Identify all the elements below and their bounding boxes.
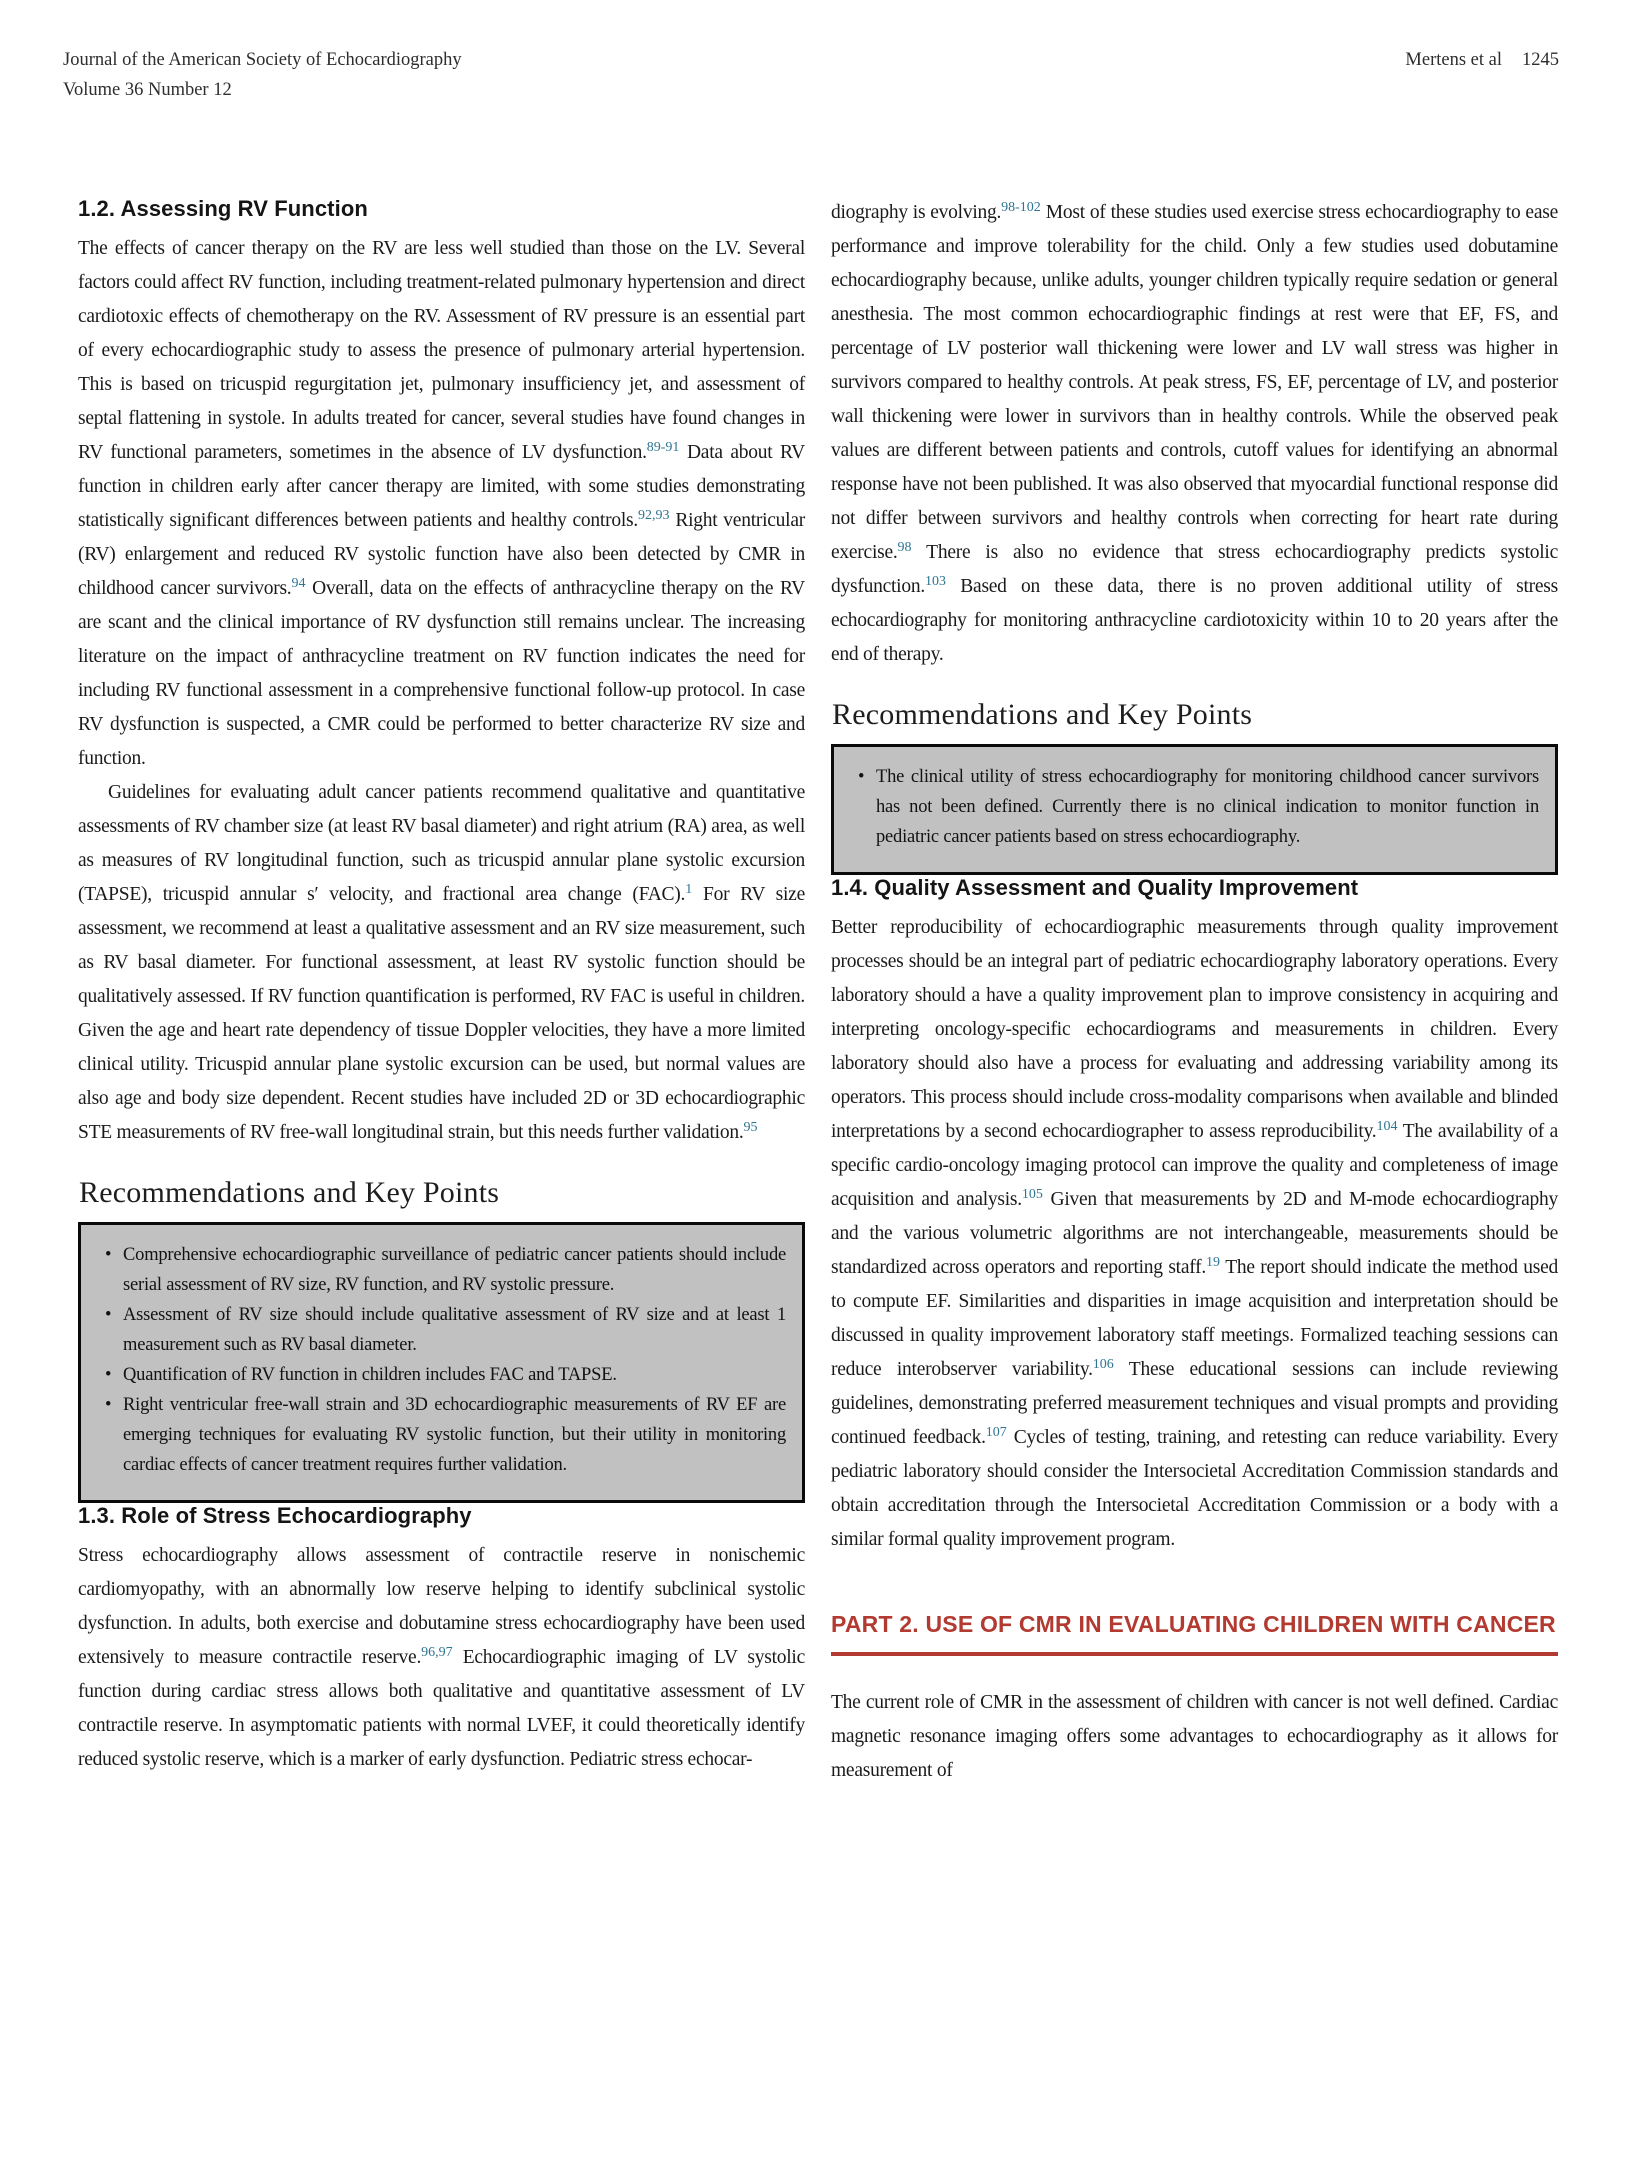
journal-volume: Volume 36 Number 12 — [63, 79, 232, 100]
journal-title: Journal of the American Society of Echocardiography — [63, 50, 462, 70]
page-reference — [1405, 46, 1559, 76]
page-number: 1245 — [1522, 50, 1559, 70]
right-column — [831, 196, 1558, 1788]
section-1-4-paragraph-1: Better reproducibility of echocardiographic measurements through quality improvement processes should be an integral part of pediatric echocardiography laboratory operations. Every laboratory should a have a quality improvement plan to improve consistency in acquiring and interpreting oncology-specific echocardiograms and measurements in children. Every laboratory should also have a process for evaluating and addressing variability among its operators. This process should include cross-modality comparisons when available and blinded interpretations by a second echocardiographer to assess reproducibility.$^{104}$ The availability of a specific cardio-oncology imaging protocol can improve the quality and completeness of image acquisition and analysis.$^{105}$ Given that measurements by 2D and M-mode echocardiography and the various volumetric algorithms are not interchangeable, measurements should be standardized across operators and reporting staff.$^{19}$ The report should indicate the method used to compute EF. Similarities and disparities in image acquisition and interpretation should be discussed in quality improvement laboratory staff meetings. Formalized teaching sessions can reduce interobserver variability.$^{106}$ These educational sessions can include reviewing guidelines, demonstrating preferred measurement techniques and visual prompts and providing continued feedback.$^{107}$ Cycles of testing, training, and retesting can reduce variability. Every pediatric laboratory should consider the Intersocietal Accreditation Commission standards and obtain accreditation through the Intersocietal Accreditation Commission or a body with a similar formal quality improvement program. — [831, 917, 1558, 1550]
citation-ref[interactable]: 19 — [1206, 1255, 1221, 1270]
page-header — [63, 46, 1559, 106]
section-1-3-paragraph-1: Stress echocardiography allows assessment of contractile reserve in nonischemic cardiomyopathy, with an abnormally low reserve helping to identify subclinical systolic dysfunction. In adults, both exercise and dobutamine stress echocardiography have been used extensively to measure contractile reserve.$^{96,97}$ Echocardiographic imaging of LV systolic function during cardiac stress allows both qualitative and quantitative assessment of LV contractile reserve. In asymptomatic patients with normal LVEF, it could theoretically identify reduced systolic reserve, which is a marker of early dysfunction. Pediatric stress echocar- — [78, 1545, 805, 1770]
citation-ref[interactable]: 92,93 — [637, 508, 670, 523]
recommendations-heading-1: Recommendations and Key Points — [79, 1176, 500, 1209]
part-2-rule — [831, 1652, 1558, 1656]
citation-ref[interactable]: 103 — [924, 574, 946, 589]
citation-ref[interactable]: 98 — [897, 540, 912, 555]
citation-ref[interactable]: 89-91 — [646, 440, 680, 455]
key-points-box-2 — [831, 744, 1558, 875]
part-2-paragraph-1: The current role of CMR in the assessment of children with cancer is not well defined. Cardiac magnetic resonance imaging offers some advantages to echocardiography as it allows for measurement of — [831, 1692, 1558, 1781]
citation-ref[interactable]: 105 — [1021, 1187, 1043, 1202]
key-points-list-1 — [93, 1240, 786, 1480]
key-point-item: • Comprehensive echocardiographic surveillance of pediatric cancer patients should include serial assessment of RV size, RV function, and RV systolic pressure. — [93, 1240, 786, 1300]
citation-ref[interactable]: 106 — [1092, 1357, 1114, 1372]
section-1-2-paragraph-1: The effects of cancer therapy on the RV are less well studied than those on the LV. Several factors could affect RV function, including treatment-related pulmonary hypertension and direct cardiotoxic effects of chemotherapy on the RV. Assessment of RV pressure is an essential part of every echocardiographic study to assess the presence of pulmonary arterial hypertension. This is based on tricuspid regurgitation jet, pulmonary insufficiency jet, and assessment of septal flattening in systole. In adults treated for cancer, several studies have found changes in RV functional parameters, sometimes in the absence of LV dysfunction.$^{89-91}$ Data about RV function in children early after cancer therapy are limited, with some studies demonstrating statistically significant differences between patients and healthy controls.$^{92,93}$ Right ventricular (RV) enlargement and reduced RV systolic function have also been detected by CMR in childhood cancer survivors.$^{94}$ Overall, data on the effects of anthracycline therapy on the RV are scant and the clinical importance of RV dysfunction still remains unclear. The increasing literature on the impact of anthracycline treatment on RV function indicates the need for including RV functional assessment in a comprehensive functional follow-up protocol. In case RV dysfunction is suspected, a CMR could be performed to better characterize RV size and function. — [78, 238, 806, 769]
section-1-2-paragraph-2: Guidelines for evaluating adult cancer patients recommend qualitative and quantitative assessments of RV chamber size (at least RV basal diameter) and right atrium (RA) area, as well as measures of RV longitudinal function, such as tricuspid annular plane systolic excursion (TAPSE), tricuspid annular s′ velocity, and fractional area change (FAC).$^1$ For RV size assessment, we recommend at least a qualitative assessment and an RV size measurement, such as RV basal diameter. For functional assessment, at least RV systolic function should be qualitatively assessed. If RV function quantification is performed, RV FAC is useful in children. Given the age and heart rate dependency of tissue Doppler velocities, they have a more limited clinical utility. Tricuspid annular plane systolic excursion can be used, but normal values are also age and body size dependent. Recent studies have included 2D or 3D echocardiographic STE measurements of RV free-wall longitudinal strain, but this needs further validation.$^{95}$ — [78, 782, 805, 1143]
authors-ref: Mertens et al — [1405, 50, 1502, 70]
recommendations-heading-2: Recommendations and Key Points — [832, 698, 1253, 731]
key-points-box-1 — [78, 1222, 805, 1503]
citation-ref[interactable]: 107 — [985, 1425, 1007, 1440]
citation-ref[interactable]: 1 — [685, 882, 693, 897]
section-heading-1-2: 1.2. Assessing RV Function — [78, 196, 368, 221]
key-point-item: • Right ventricular free-wall strain and 3D echocardiographic measurements of RV EF are emerging techniques for evaluating RV systolic function, but their utility in monitoring cardiac effects of cancer treatment requires further validation. — [93, 1390, 786, 1480]
key-point-item: • The clinical utility of stress echocardiography for monitoring childhood cancer survivors has not been defined. Currently there is no clinical indication to monitor function in pediatric cancer patients based on stress echocardiography. — [846, 762, 1539, 852]
left-column — [78, 196, 805, 1788]
citation-ref[interactable]: 104 — [1376, 1119, 1398, 1134]
part-2-heading: PART 2. USE OF CMR IN EVALUATING CHILDREN WITH CANCER — [831, 1611, 1556, 1637]
section-heading-1-3: 1.3. Role of Stress Echocardiography — [78, 1503, 472, 1528]
section-heading-1-4: 1.4. Quality Assessment and Quality Improvement — [831, 875, 1359, 900]
citation-ref[interactable]: 95 — [743, 1120, 758, 1135]
journal-info — [63, 46, 462, 106]
citation-ref[interactable]: 98-102 — [1001, 200, 1041, 215]
two-column-body — [78, 196, 1558, 1788]
key-point-item: • Quantification of RV function in children includes FAC and TAPSE. — [93, 1360, 786, 1390]
key-points-list-2 — [846, 762, 1539, 852]
citation-ref[interactable]: 94 — [291, 576, 306, 591]
stress-echo-continuation-paragraph: diography is evolving.$^{98-102}$ Most of these studies used exercise stress echocardiography to ease performance and improve tolerability for the child. Only a few studies used dobutamine echocardiography because, unlike adults, younger children typically require sedation or general anesthesia. The most common echocardiographic findings at rest were that EF, FS, and percentage of LV posterior wall thickening were lower and LV wall stress was higher in survivors compared to healthy controls. At peak stress, FS, EF, percentage of LV, and posterior wall thickening were lower in survivors than in healthy controls. While the observed peak values are different between patients and controls, cutoff values for identifying an abnormal response have not been published. It was also observed that myocardial functional response did not differ between survivors and healthy controls when correcting for heart rate during exercise.$^{98}$ There is also no evidence that stress echocardiography predicts systolic dysfunction.$^{103}$ Based on these data, there is no proven additional utility of stress echocardiography for monitoring anthracycline cardiotoxicity within 10 to 20 years after the end of therapy. — [831, 200, 1558, 665]
citation-ref[interactable]: 96,97 — [421, 1645, 453, 1660]
key-point-item: • Assessment of RV size should include qualitative assessment of RV size and at least 1 measurement such as RV basal diameter. — [93, 1300, 786, 1360]
